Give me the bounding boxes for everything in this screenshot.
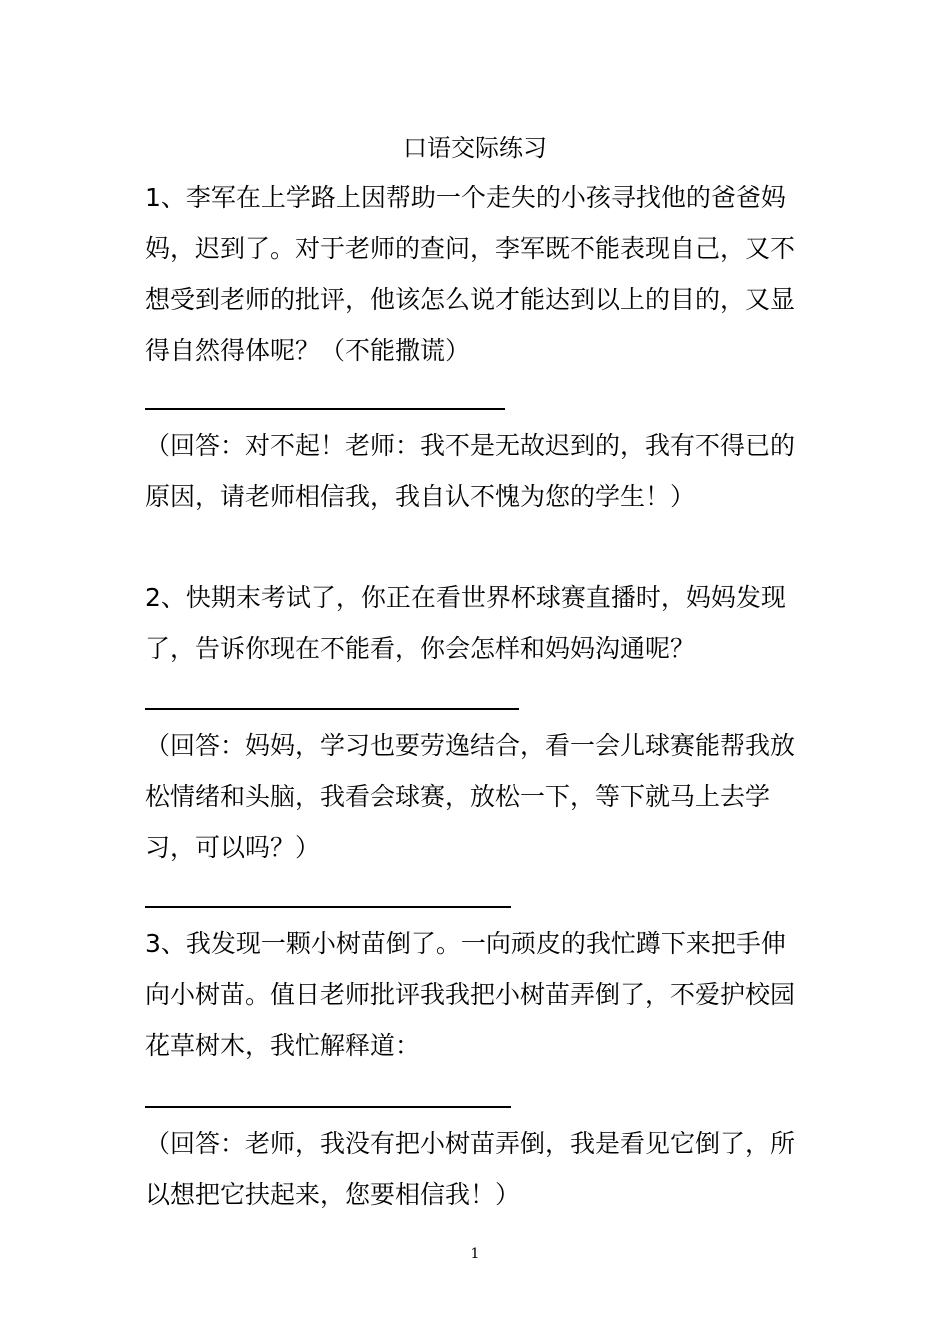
question-1-answer: （回答：对不起！老师：我不是无故迟到的，我有不得已的原因，请老师相信我，我自认不愧为您的学生！） <box>145 431 796 511</box>
answer-line-1 <box>145 408 505 410</box>
question-2-answer: （回答：妈妈，学习也要劳逸结合，看一会儿球赛能帮我放松情绪和头脑，我看会球赛，放松一下，等下就马上去学习，可以吗？） <box>145 731 796 862</box>
question-3-prompt: 3、我发现一颗小树苗倒了。一向顽皮的我忙蹲下来把手伸向小树苗。值日老师批评我我把小树苗弄倒了，不爱护校园花草树木，我忙解释道： <box>145 929 796 1060</box>
question-1-prompt: 1、李军在上学路上因帮助一个走失的小孩寻找他的爸爸妈妈，迟到了。对于老师的查问，李军既不能表现自己，又不想受到老师的批评，他该怎么说才能达到以上的目的，又显得自然得体呢？（不能撒谎） <box>145 183 796 365</box>
page-number: 1 <box>470 1246 480 1262</box>
answer-line-4 <box>145 1106 511 1108</box>
question-3-answer: （回答：老师，我没有把小树苗弄倒，我是看见它倒了，所以想把它扶起来，您要相信我！） <box>145 1129 796 1209</box>
answer-line-2 <box>145 708 519 710</box>
answer-line-3 <box>145 906 511 908</box>
page-title: 口语交际练习 <box>403 134 547 162</box>
question-2-prompt: 2、快期末考试了，你正在看世界杯球赛直播时，妈妈发现了，告诉你现在不能看，你会怎样和妈妈沟通呢？ <box>145 583 786 663</box>
